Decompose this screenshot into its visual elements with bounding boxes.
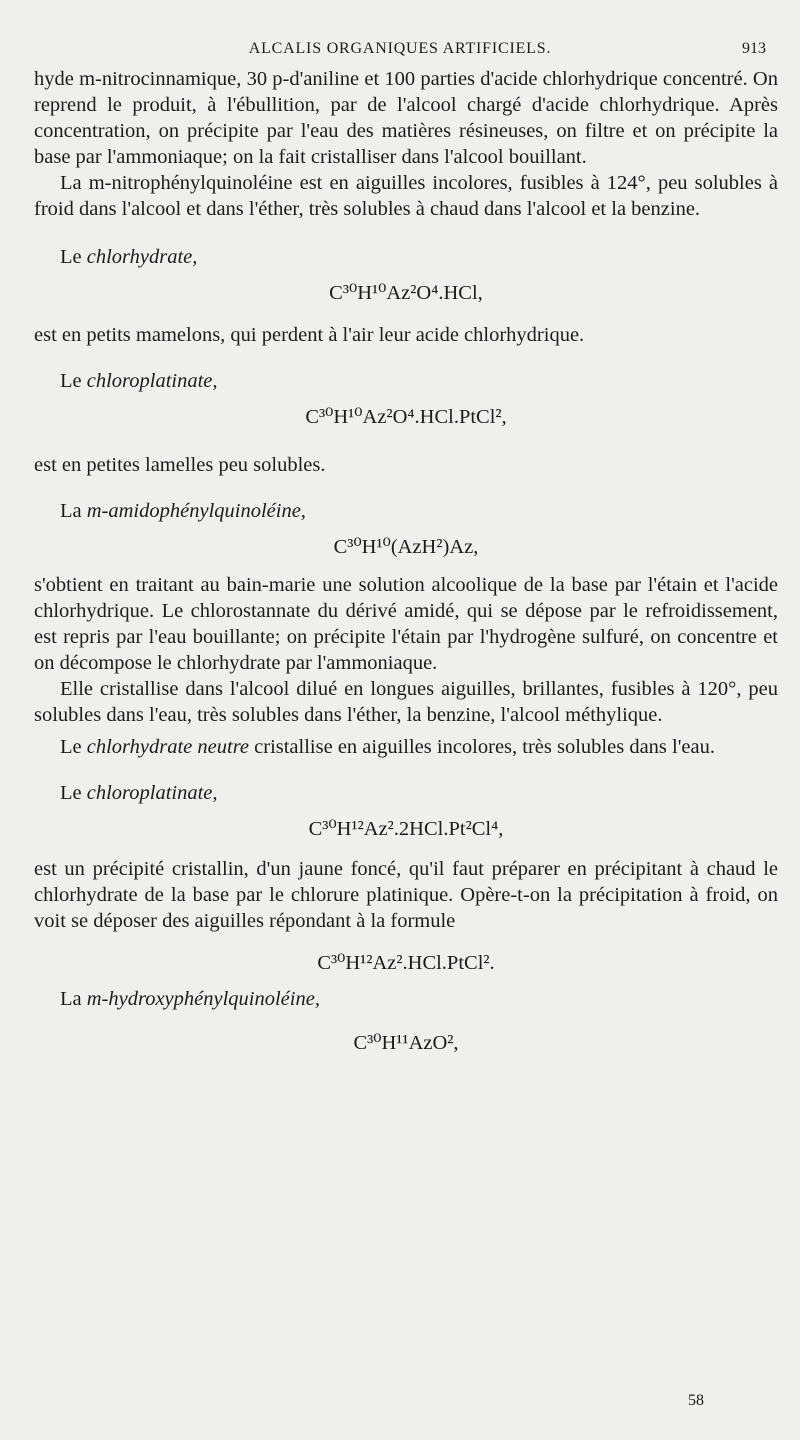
paragraph-7-rest: cristallise en aiguilles incolores, très solubles dans l'eau. <box>249 736 715 758</box>
paragraph-4: est en petites lamelles peu solubles. <box>34 454 326 476</box>
lead-term: chlorhydrate, <box>86 246 198 268</box>
lead-prefix: La <box>60 988 87 1010</box>
paragraph-2: La m-nitrophénylquinoléine est en aiguilles incolores, fusibles à 124°, peu solubles à froid dans l'alcool et dans l'éther, très solubles à chaud dans l'alcool et la benzine. <box>34 172 778 220</box>
lead-term: chloroplatinate, <box>86 782 218 804</box>
lead-chloroplatinate <box>34 368 778 394</box>
lead-term: chloroplatinate, <box>86 370 218 392</box>
formula-chloroplatinate-2: C³⁰H¹²Az².2HCl.Pt²Cl⁴, <box>308 818 504 840</box>
paragraph-3: est en petits mamelons, qui perdent à l'air leur acide chlorhydrique. <box>34 324 585 346</box>
page-number: 913 <box>742 40 766 57</box>
paragraph-8: est un précipité cristallin, d'un jaune foncé, qu'il faut préparer en précipitant à chaud le chlorhydrate de la base par le chlorure platinique. Opère-t-on la précipitation à froid, on voit se déposer des aiguilles répondant à la formule <box>34 858 778 932</box>
formula-alternate: C³⁰H¹²Az².HCl.PtCl². <box>317 952 495 974</box>
lead-prefix: Le <box>60 782 87 804</box>
lead-amidophenylquinoleine <box>34 498 778 524</box>
running-title: ALCALIS ORGANIQUES ARTIFICIELS. <box>248 40 552 57</box>
formula-amidophenylquinoleine: C³⁰H¹⁰(AzH²)Az, <box>333 536 479 558</box>
paragraph-7-prefix: Le <box>60 736 87 758</box>
lead-prefix: La <box>60 500 87 522</box>
paragraph-5: s'obtient en traitant au bain-marie une solution alcoolique de la base par l'étain et l'acide chlorhydrique. Le chlorostannate du dérivé amidé, qui se dépose par le refroidissement, est repris par l'eau bouillante; on précipite l'étain par l'hydrogène sulfuré, on concentre et on décompose le chlorhydrate par l'ammoniaque. <box>34 574 778 674</box>
page-header <box>34 40 766 64</box>
signature-number: 58 <box>688 1392 704 1409</box>
lead-prefix: Le <box>60 370 87 392</box>
formula-hydroxyphenylquinoleine: C³⁰H¹¹AzO², <box>353 1032 459 1054</box>
lead-hydroxyphenylquinoleine <box>34 986 778 1012</box>
lead-chloroplatinate-2 <box>34 780 778 806</box>
lead-term: m-hydroxyphénylquinoléine, <box>86 988 320 1010</box>
paragraph-7-term: chlorhydrate neutre <box>86 736 250 758</box>
body-text <box>34 66 778 1066</box>
lead-chlorhydrate <box>34 244 778 270</box>
paragraph-1: hyde m-nitrocinnamique, 30 p-d'aniline et 100 parties d'acide chlorhydrique concentré. On reprend le produit, à l'ébullition, par de l'alcool chargé d'acide chlorhydrique. Après concentration, on précipite par l'eau des matières résineuses, on filtre et on précipite la base par l'ammoniaque; on la fait cristalliser dans l'alcool bouillant. <box>34 68 778 168</box>
lead-term: m-amidophénylquinoléine, <box>86 500 306 522</box>
formula-chlorhydrate: C³⁰H¹⁰Az²O⁴.HCl, <box>329 282 483 304</box>
lead-prefix: Le <box>60 246 87 268</box>
formula-chloroplatinate: C³⁰H¹⁰Az²O⁴.HCl.PtCl², <box>305 406 507 428</box>
paragraph-7 <box>34 734 778 760</box>
paragraph-6: Elle cristallise dans l'alcool dilué en longues aiguilles, brillantes, fusibles à 120°, peu solubles dans l'eau, très solubles dans l'éther, la benzine, l'alcool méthylique. <box>34 678 778 726</box>
